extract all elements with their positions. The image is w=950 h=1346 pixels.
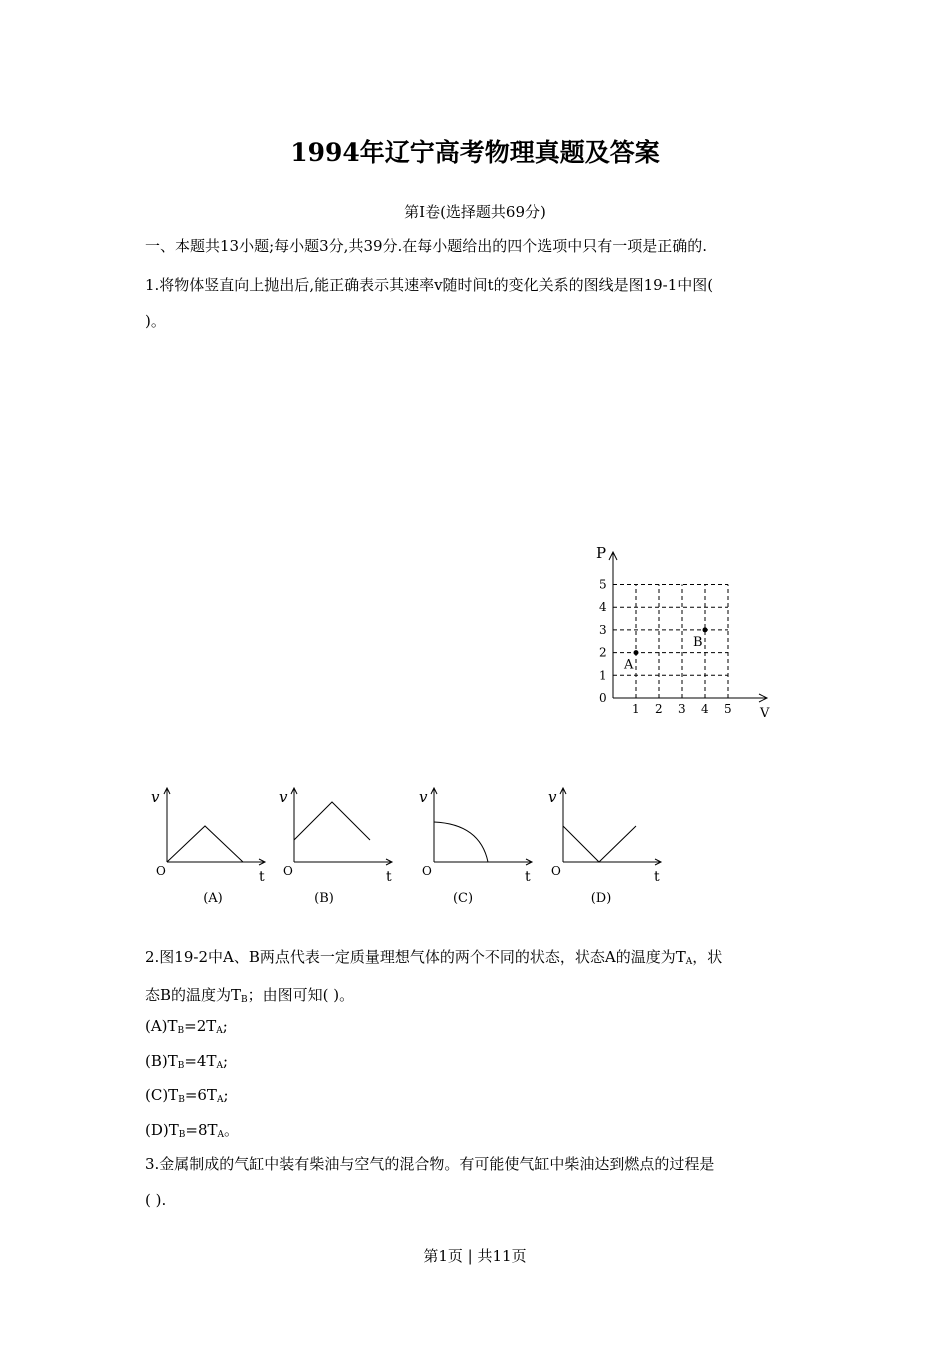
question-2-line-1	[145, 946, 722, 967]
option-a-sub2: A	[216, 1026, 223, 1036]
graph-c-curve	[434, 822, 488, 862]
option-b-sub1: B	[177, 1061, 185, 1071]
graph-d	[548, 788, 661, 885]
graph-b	[279, 788, 392, 885]
caption-a: (A)	[203, 891, 223, 906]
instruction-text: 一、本题共13小题;每小题3分,共39分.在每小题给出的四个选项中只有一项是正确的.	[145, 237, 708, 255]
option-b-sub2: A	[216, 1061, 223, 1071]
page-footer: 第1页 | 共11页	[423, 1247, 527, 1265]
q2-line2-end: ；由图可知( )。	[247, 986, 355, 1004]
graph-d-curve	[563, 826, 636, 862]
p-axis-label: P	[596, 544, 607, 562]
caption-d: (D)	[590, 891, 612, 906]
graph-b-origin: O	[283, 864, 293, 878]
option-b-mid: =4T	[184, 1052, 217, 1070]
option-a-sub1: B	[177, 1026, 185, 1036]
graph-c-t-label: t	[525, 869, 531, 885]
option-c-sub2: A	[216, 1095, 224, 1105]
graph-c-origin: O	[422, 864, 432, 878]
pv-p-tick-5: 5	[599, 577, 607, 592]
graph-b-t-label: t	[386, 869, 392, 885]
option-d-prefix: (D)T	[145, 1121, 179, 1139]
q2-line2-text: 态B的温度为T	[145, 986, 242, 1004]
page-title: 1994年辽宁高考物理真题及答案	[290, 138, 660, 167]
pv-v-tick-5: 5	[724, 702, 732, 716]
option-d-end: 。	[224, 1121, 240, 1139]
graph-b-v-label: v	[279, 788, 288, 806]
graph-a-v-label: v	[151, 788, 160, 806]
q2-option-a	[145, 1017, 228, 1036]
question-1-line-2: )。	[145, 312, 166, 330]
option-c-prefix: (C)T	[145, 1086, 179, 1104]
pv-v-tick-1: 1	[632, 702, 640, 716]
option-d-sub2: A	[217, 1130, 224, 1140]
pv-p-tick-4: 4	[599, 600, 607, 615]
question-3-line-2: ( ).	[145, 1191, 167, 1209]
pv-point-label-a: A	[624, 657, 634, 673]
q2-line1-end: ，状	[692, 948, 723, 966]
option-c-sub1: B	[178, 1095, 185, 1105]
caption-b: (B)	[314, 891, 334, 906]
pv-v-tick-4: 4	[701, 702, 709, 716]
pv-p-tick-1: 1	[599, 668, 607, 683]
question-1-line-1: 1.将物体竖直向上抛出后,能正确表示其速率v随时间t的变化关系的图线是图19-1中图(	[145, 276, 714, 294]
option-a-prefix: (A)T	[145, 1017, 178, 1035]
vt-graphs	[145, 780, 675, 890]
section-heading: 第Ⅰ卷(选择题共69分)	[404, 203, 546, 221]
v-axis-label: V	[760, 706, 770, 721]
option-d-mid: =8T	[185, 1121, 218, 1139]
option-b-prefix: (B)T	[145, 1052, 178, 1070]
graph-b-curve	[294, 802, 370, 840]
pv-point-a	[634, 650, 639, 655]
caption-c: (C)	[452, 891, 474, 906]
graph-a	[151, 788, 265, 885]
graph-a-t-label: t	[259, 869, 265, 885]
question-2-line-2	[145, 984, 354, 1005]
graph-c-v-label: v	[419, 788, 428, 806]
option-a-mid: =2T	[184, 1017, 217, 1035]
q2-option-d	[145, 1119, 239, 1140]
pv-point-label-b: B	[693, 634, 703, 650]
option-c-mid: =6T	[184, 1086, 217, 1104]
graph-d-t-label: t	[654, 869, 660, 885]
graph-a-curve	[167, 826, 243, 862]
pv-v-tick-3: 3	[678, 702, 686, 716]
graph-a-origin: O	[156, 864, 166, 878]
graph-c	[419, 788, 532, 885]
pv-p-tick-3: 3	[599, 622, 607, 637]
pv-point-b	[703, 627, 708, 632]
pv-v-tick-2: 2	[655, 702, 663, 716]
q2-line1-text: 2.图19-2中A、B两点代表一定质量理想气体的两个不同的状态，状态A的温度为T	[145, 948, 686, 966]
question-3-line-1: 3.金属制成的气缸中装有柴油与空气的混合物。有可能使气缸中柴油达到燃点的过程是	[145, 1155, 715, 1173]
pv-p-tick-2: 2	[599, 645, 607, 660]
pv-p-tick-0: 0	[599, 691, 607, 705]
q2-option-b	[145, 1052, 228, 1071]
option-d-sub1: B	[178, 1130, 186, 1140]
q2-line1-subscript: A	[685, 957, 693, 967]
option-a-end: ;	[222, 1017, 228, 1035]
option-b-end: ;	[222, 1052, 229, 1070]
q2-line2-subscript: B	[241, 995, 248, 1005]
graph-d-v-label: v	[548, 788, 557, 806]
pv-diagram	[585, 540, 785, 725]
graph-d-origin: O	[551, 864, 561, 878]
q2-option-c	[145, 1086, 229, 1105]
option-c-end: ;	[223, 1086, 229, 1104]
